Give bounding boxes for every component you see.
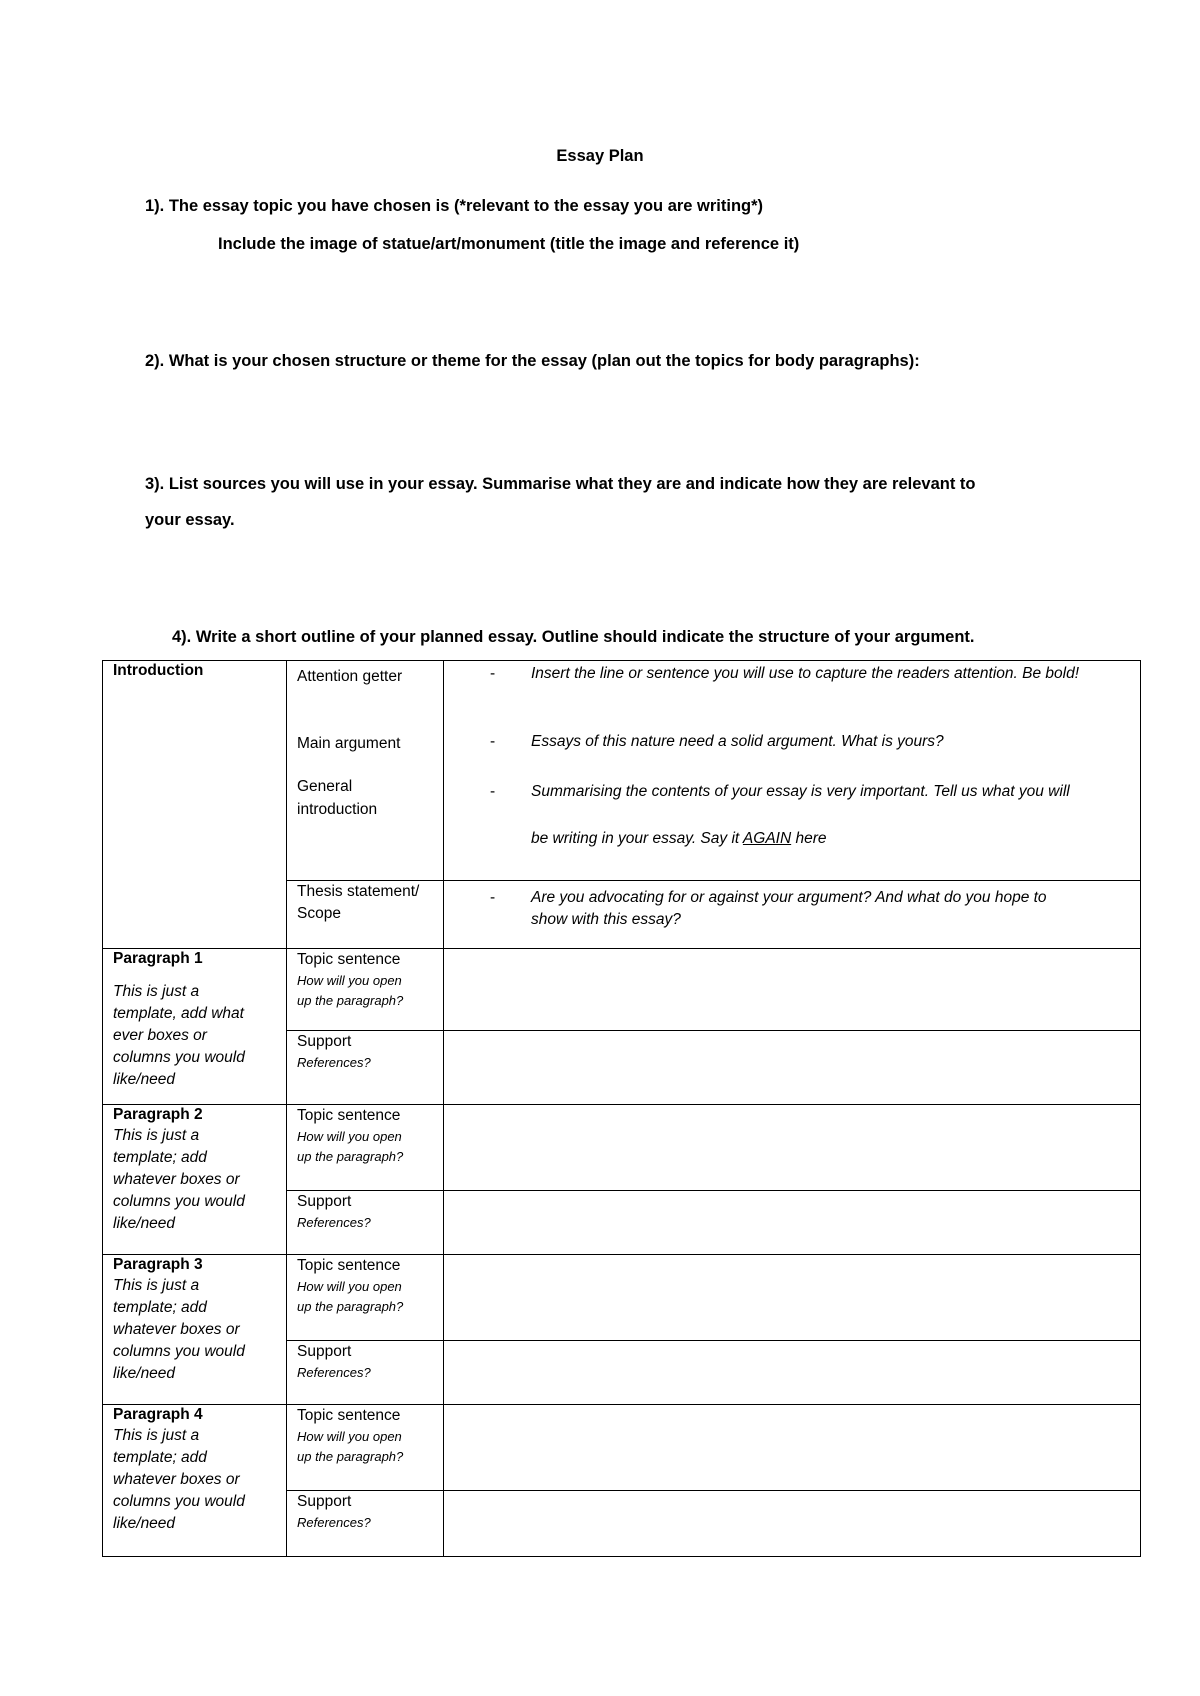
topic-hint-line-1: How will you open (297, 1129, 402, 1144)
topic-hint-line-1: How will you open (297, 1429, 402, 1444)
attention-getter-label: Attention getter (297, 668, 403, 685)
support-label: Support (297, 1193, 352, 1210)
paragraph-label: Paragraph 4 (113, 1406, 203, 1423)
main-argument-text: Essays of this nature need a solid argument. What is yours? (531, 733, 944, 750)
support-label: Support (297, 1033, 352, 1050)
table-row-paragraph-3-topic (103, 1255, 1141, 1341)
introduction-guidance-cell (444, 661, 1141, 881)
support-cell (287, 1031, 444, 1105)
question-3-line-2: your essay. (145, 511, 235, 529)
topic-hint-line-2: up the paragraph? (297, 1299, 404, 1314)
topic-hint-line-2: up the paragraph? (297, 1149, 404, 1164)
question-2: 2). What is your chosen structure or theme for the essay (plan out the topics for body paragraphs): (145, 352, 920, 370)
introduction-label: Introduction (113, 662, 204, 679)
support-hint: References? (297, 1365, 371, 1380)
topic-sentence-entry-cell[interactable] (444, 1105, 1141, 1191)
paragraph-note-line: template, add what (113, 1005, 244, 1022)
topic-sentence-label: Topic sentence (297, 951, 401, 968)
topic-hint-line-1: How will you open (297, 973, 402, 988)
paragraph-3-label-cell (103, 1255, 287, 1405)
paragraph-note-line: columns you would (113, 1493, 245, 1510)
table-row-paragraph-1-topic (103, 949, 1141, 1031)
paragraph-note-line: like/need (113, 1365, 176, 1382)
general-intro-label-1: General (297, 778, 353, 795)
paragraph-1-label-cell (103, 949, 287, 1105)
question-3-line-1: 3). List sources you will use in your essay. Summarise what they are and indicate how they are relevant to (145, 475, 976, 493)
introduction-label-cell (103, 661, 287, 949)
topic-sentence-cell (287, 1105, 444, 1191)
paragraph-note-line: like/need (113, 1215, 176, 1232)
introduction-subheadings-cell (287, 661, 444, 881)
support-entry-cell[interactable] (444, 1031, 1141, 1105)
paragraph-note-line: template; add (113, 1299, 207, 1316)
thesis-label-2: Scope (297, 905, 341, 922)
topic-hint-line-2: up the paragraph? (297, 1449, 404, 1464)
support-entry-cell[interactable] (444, 1191, 1141, 1255)
topic-sentence-cell (287, 949, 444, 1031)
general-intro-label-2: introduction (297, 801, 378, 818)
topic-sentence-label: Topic sentence (297, 1257, 401, 1274)
support-cell (287, 1191, 444, 1255)
paragraph-note-line: This is just a (113, 983, 200, 1000)
topic-sentence-label: Topic sentence (297, 1107, 401, 1124)
support-label: Support (297, 1343, 352, 1360)
question-4: 4). Write a short outline of your planned essay. Outline should indicate the structure of your argument. (172, 628, 975, 646)
paragraph-note-line: like/need (113, 1515, 176, 1532)
paragraph-note-line: columns you would (113, 1343, 245, 1360)
paragraph-note-line: columns you would (113, 1193, 245, 1210)
paragraph-note-line: This is just a (113, 1427, 200, 1444)
paragraph-note-line: ever boxes or (113, 1027, 207, 1044)
support-label: Support (297, 1493, 352, 1510)
table-row-introduction (103, 661, 1141, 881)
paragraph-note-line: template; add (113, 1449, 207, 1466)
topic-sentence-entry-cell[interactable] (444, 949, 1141, 1031)
general-intro-text-1: Summarising the contents of your essay is very important. Tell us what you will (531, 783, 1070, 800)
support-cell (287, 1341, 444, 1405)
support-cell (287, 1491, 444, 1557)
main-argument-label: Main argument (297, 735, 401, 752)
general-intro-text-2: be writing in your essay. Say it AGAIN here (531, 830, 827, 847)
paragraph-note-line: whatever boxes or (113, 1471, 240, 1488)
essay-outline-table (102, 660, 1141, 1557)
paragraph-label: Paragraph 1 (113, 950, 203, 967)
question-1-instruction: Include the image of statue/art/monument (title the image and reference it) (218, 235, 800, 253)
paragraph-label: Paragraph 2 (113, 1106, 203, 1123)
bullet-dash: - (490, 733, 496, 750)
paragraph-note-line: whatever boxes or (113, 1171, 240, 1188)
table-row-paragraph-4-topic (103, 1405, 1141, 1491)
question-1: 1). The essay topic you have chosen is (*relevant to the essay you are writing*) (145, 197, 764, 215)
paragraph-note-line: like/need (113, 1071, 176, 1088)
thesis-label-cell (287, 881, 444, 949)
topic-hint-line-2: up the paragraph? (297, 993, 404, 1008)
support-hint: References? (297, 1215, 371, 1230)
thesis-text-1: Are you advocating for or against your argument? And what do you hope to (531, 889, 1047, 906)
paragraph-label: Paragraph 3 (113, 1256, 203, 1273)
support-entry-cell[interactable] (444, 1491, 1141, 1557)
topic-hint-line-1: How will you open (297, 1279, 402, 1294)
attention-getter-text: Insert the line or sentence you will use to capture the readers attention. Be bold! (531, 665, 1079, 682)
support-entry-cell[interactable] (444, 1341, 1141, 1405)
bullet-dash: - (490, 665, 496, 682)
bullet-dash: - (490, 783, 496, 800)
thesis-guidance-cell (444, 881, 1141, 949)
paragraph-note-line: columns you would (113, 1049, 245, 1066)
bullet-dash: - (490, 889, 496, 906)
topic-sentence-cell (287, 1255, 444, 1341)
support-hint: References? (297, 1515, 371, 1530)
support-hint: References? (297, 1055, 371, 1070)
paragraph-note-line: template; add (113, 1149, 207, 1166)
thesis-label-1: Thesis statement/ (297, 883, 420, 900)
paragraph-2-label-cell (103, 1105, 287, 1255)
topic-sentence-entry-cell[interactable] (444, 1255, 1141, 1341)
topic-sentence-label: Topic sentence (297, 1407, 401, 1424)
page-title: Essay Plan (556, 147, 644, 165)
table-row-paragraph-2-topic (103, 1105, 1141, 1191)
topic-sentence-cell (287, 1405, 444, 1491)
paragraph-note-line: This is just a (113, 1127, 200, 1144)
paragraph-note-line: This is just a (113, 1277, 200, 1294)
topic-sentence-entry-cell[interactable] (444, 1405, 1141, 1491)
paragraph-note-line: whatever boxes or (113, 1321, 240, 1338)
paragraph-4-label-cell (103, 1405, 287, 1557)
thesis-text-2: show with this essay? (531, 911, 681, 928)
